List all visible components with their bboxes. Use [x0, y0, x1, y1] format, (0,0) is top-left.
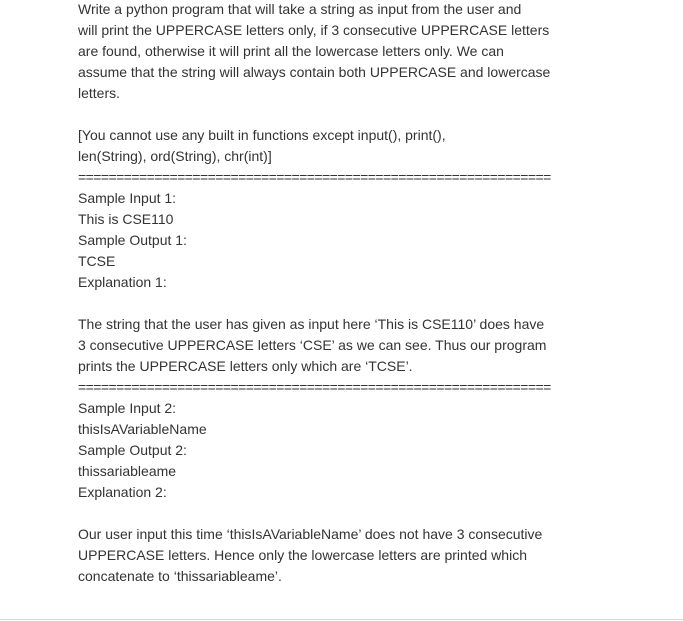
separator-2: ==============================================================: [78, 379, 551, 395]
separator-1: ==============================================================: [78, 169, 551, 185]
explanation-1-line-2: 3 consecutive UPPERCASE letters ‘CSE’ as we can see. Thus our program: [78, 337, 547, 353]
bottom-divider: [0, 619, 683, 620]
explanation-1-line-1: The string that the user has given as input here ‘This is CSE110’ does have: [78, 316, 545, 332]
explanation-1-line-3: prints the UPPERCASE letters only which are ‘TCSE’.: [78, 358, 413, 374]
explanation-2-line-3: concatenate to ‘thissariableame’.: [78, 568, 282, 584]
intro-line-1: Write a python program that will take a string as input from the user and: [78, 1, 522, 17]
explanation-1-label: Explanation 1:: [78, 274, 167, 290]
sample-input-1-label: Sample Input 1:: [78, 190, 177, 206]
sample-input-2-value: thisIsAVariableName: [78, 421, 207, 437]
blank-line: [78, 104, 638, 125]
sample-input-2-label: Sample Input 2:: [78, 400, 177, 416]
constraint-line-1: [You cannot use any built in functions except input(), print(),: [78, 127, 446, 143]
explanation-2-line-2: UPPERCASE letters. Hence only the lowercase letters are printed which: [78, 547, 527, 563]
intro-line-4: assume that the string will always contain both UPPERCASE and lowercase: [78, 64, 551, 80]
problem-document: [78, 0, 638, 587]
blank-line: [78, 503, 638, 524]
intro-line-5: letters.: [78, 85, 121, 101]
explanation-2-label: Explanation 2:: [78, 484, 167, 500]
sample-input-1-value: This is CSE110: [78, 211, 174, 227]
intro-line-3: are found, otherwise it will print all the lowercase letters only. We can: [78, 43, 504, 59]
blank-line: [78, 293, 638, 314]
sample-output-2-label: Sample Output 2:: [78, 442, 187, 458]
intro-line-2: will print the UPPERCASE letters only, if 3 consecutive UPPERCASE letters: [78, 22, 550, 38]
sample-output-1-label: Sample Output 1:: [78, 232, 187, 248]
constraint-line-2: len(String), ord(String), chr(int)]: [78, 148, 272, 164]
sample-output-2-value: thissariableame: [78, 463, 177, 479]
explanation-2-line-1: Our user input this time ‘thisIsAVariableName’ does not have 3 consecutive: [78, 526, 543, 542]
sample-output-1-value: TCSE: [78, 253, 116, 269]
